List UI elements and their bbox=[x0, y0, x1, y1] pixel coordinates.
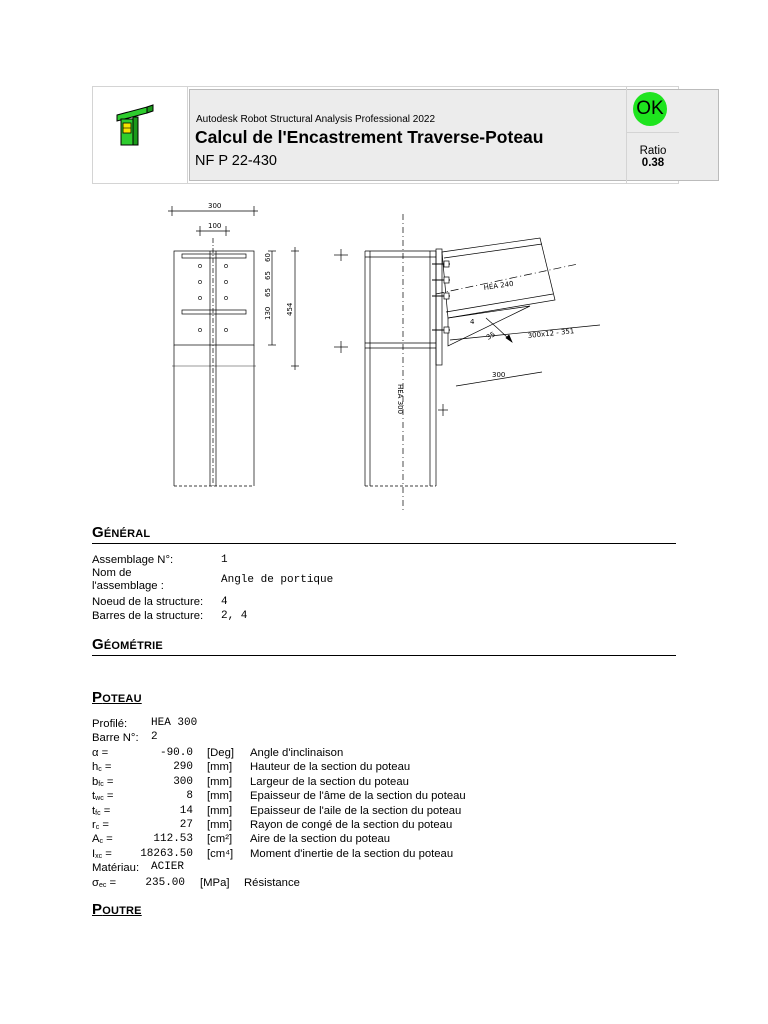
param-value: 14 bbox=[179, 804, 193, 817]
param-description: Angle d'inclinaison bbox=[250, 747, 344, 759]
sigma-value: 235.00 bbox=[145, 877, 185, 889]
param-description: Epaisseur de l'aile de la section du poteau bbox=[250, 804, 462, 817]
section-poteau-heading: POTEAU bbox=[92, 689, 142, 706]
param-unit: [mm] bbox=[207, 761, 233, 774]
end-plate-outline bbox=[174, 251, 254, 345]
dim-label-65a: 65 bbox=[264, 271, 272, 280]
param-description: Largeur de la section du poteau bbox=[250, 775, 409, 788]
general-label-3: Barres de la structure: bbox=[92, 610, 204, 622]
param-unit: [mm] bbox=[207, 790, 233, 803]
dim-label-65b: 65 bbox=[264, 288, 272, 297]
param-symbol: Ac = bbox=[92, 833, 113, 846]
general-value-2: 4 bbox=[221, 596, 228, 608]
general-value-1: Angle de portique bbox=[221, 574, 334, 586]
param-unit: [mm] bbox=[207, 819, 233, 831]
param-symbol: bfc = bbox=[92, 775, 114, 788]
stiffener-label: 300x12 - 351 bbox=[527, 327, 575, 340]
ok-status-badge: OK bbox=[633, 92, 667, 126]
general-label-0: Assemblage N°: bbox=[92, 554, 174, 566]
dim-label-100: 100 bbox=[208, 222, 222, 230]
bar-label: Barre N°: bbox=[92, 732, 139, 744]
sigma-unit: [MPa] bbox=[200, 877, 230, 889]
ratio-value: 0.38 bbox=[641, 157, 665, 169]
dim-label-454: 454 bbox=[286, 302, 294, 316]
param-value: -90.0 bbox=[159, 747, 193, 759]
material-value: ACIER bbox=[151, 861, 185, 873]
param-value: 290 bbox=[173, 761, 193, 774]
logo-cell bbox=[93, 87, 188, 183]
param-symbol: Ixc = bbox=[92, 847, 112, 860]
dim-label-300-top: 300 bbox=[208, 202, 222, 210]
param-symbol: α = bbox=[92, 747, 109, 759]
sigma-description: Résistance bbox=[244, 877, 300, 889]
param-unit: [mm] bbox=[207, 804, 233, 817]
weld-label: 4 bbox=[470, 318, 475, 326]
profile-label: Profilé: bbox=[92, 718, 128, 730]
param-unit: [cm⁴] bbox=[207, 847, 234, 860]
general-label-1: Nom de l'assemblage : bbox=[92, 567, 164, 592]
material-label: Matériau: bbox=[92, 862, 140, 874]
param-value: 27 bbox=[179, 819, 193, 831]
param-value: 8 bbox=[186, 790, 193, 803]
design-norm: NF P 22-430 bbox=[195, 153, 277, 169]
param-unit: [Deg] bbox=[207, 747, 235, 759]
status-cell bbox=[626, 87, 679, 133]
dim-label-130: 130 bbox=[264, 306, 272, 320]
ratio-cell bbox=[626, 133, 679, 183]
bar-value: 2 bbox=[151, 731, 158, 743]
report-title: Calcul de l'Encastrement Traverse-Poteau bbox=[195, 127, 544, 147]
connection-drawing bbox=[160, 196, 620, 516]
profile-value: HEA 300 bbox=[151, 717, 198, 729]
param-symbol: hc = bbox=[92, 761, 112, 774]
param-symbol: tfc = bbox=[92, 804, 111, 817]
section-poutre-heading: POUTRE bbox=[92, 901, 142, 918]
beam-profile-label: HEA 240 bbox=[483, 279, 515, 292]
sigma-symbol: σec = bbox=[92, 877, 117, 889]
dim-label-60: 60 bbox=[264, 253, 272, 262]
software-name: Autodesk Robot Structural Analysis Professional 2022 bbox=[196, 114, 436, 125]
param-description: Rayon de congé de la section du poteau bbox=[250, 819, 453, 831]
dim-label-300-bottom: 300 bbox=[492, 371, 506, 379]
param-description: Moment d'inertie de la section du poteau bbox=[250, 847, 454, 860]
param-symbol: rc = bbox=[92, 819, 110, 831]
report-header bbox=[92, 86, 679, 184]
section-geometrie-heading: GÉOMÉTRIE bbox=[92, 636, 676, 656]
param-unit: [mm] bbox=[207, 775, 233, 788]
param-value: 300 bbox=[173, 775, 193, 788]
ratio-label: Ratio bbox=[639, 145, 667, 157]
param-symbol: twc = bbox=[92, 790, 114, 803]
param-description: Aire de la section du poteau bbox=[250, 833, 391, 846]
general-value-0: 1 bbox=[221, 554, 228, 566]
param-unit: [cm²] bbox=[207, 833, 233, 846]
param-value: 112.53 bbox=[153, 833, 193, 846]
param-description: Hauteur de la section du poteau bbox=[250, 761, 411, 774]
param-value: 18263.50 bbox=[140, 847, 193, 860]
section-general-heading: GÉNÉRAL bbox=[92, 524, 676, 544]
column-profile-label: HEA 300 bbox=[396, 384, 404, 415]
general-label-2: Noeud de la structure: bbox=[92, 596, 204, 608]
general-value-3: 2, 4 bbox=[221, 610, 248, 622]
connection-logo-icon bbox=[93, 87, 187, 183]
angle-label: 35 bbox=[485, 330, 497, 342]
param-description: Epaisseur de l'âme de la section du poteau bbox=[250, 790, 466, 803]
